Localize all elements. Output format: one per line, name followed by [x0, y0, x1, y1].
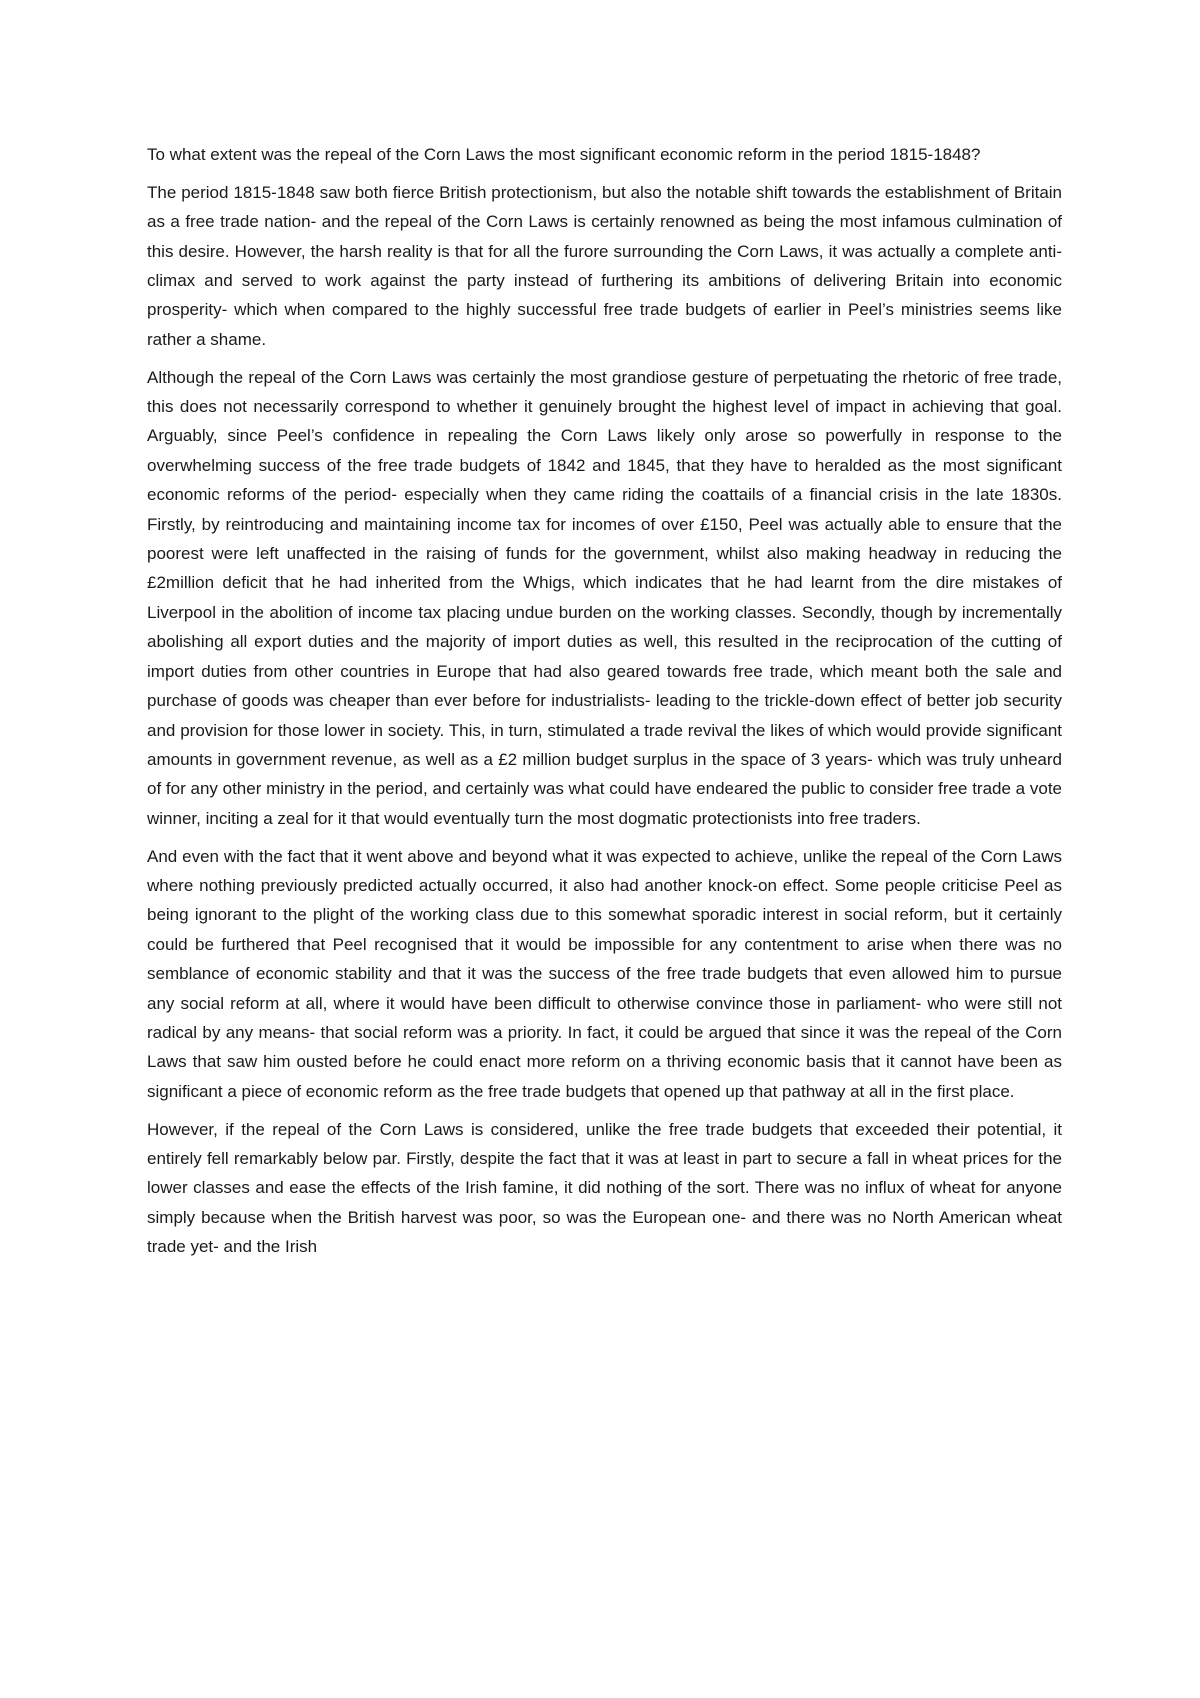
paragraph-free-trade-budgets: Although the repeal of the Corn Laws was certainly the most grandiose gesture of perpetuating the rhetoric of free trade, this does not necessarily correspond to whether it genuinely brought the highest level of impact in achieving that goal. Arguably, since Peel’s confidence in repealing the Corn Laws likely only arose so powerfully in response to the overwhelming success of the free trade budgets of 1842 and 1845, that they have to heralded as the most significant economic reforms of the period- especially when they came riding the coattails of a financial crisis in the late 1830s. Firstly, by reintroducing and maintaining income tax for incomes of over £150, Peel was actually able to ensure that the poorest were left unaffected in the raising of funds for the government, whilst also making headway in reducing the £2million deficit that he had inherited from the Whigs, which indicates that he had learnt from the dire mistakes of Liverpool in the abolition of income tax placing undue burden on the working classes. Secondly, though by incrementally abolishing all export duties and the majority of import duties as well, this resulted in the reciprocation of the cutting of import duties from other countries in Europe that had also geared towards free trade, which meant both the sale and purchase of goods was cheaper than ever before for industrialists- leading to the trickle-down effect of better job security and provision for those lower in society. This, in turn, stimulated a trade revival the likes of which would provide significant amounts in government revenue, as well as a £2 million budget surplus in the space of 3 years- which was truly unheard of for any other ministry in the period, and certainly was what could have endeared the public to consider free trade a vote winner, inciting a zeal for it that would eventually turn the most dogmatic protectionists into free traders. [147, 367, 1062, 828]
essay-title: To what extent was the repeal of the Corn Laws the most significant economic reform in the period 1815-1848? [147, 145, 981, 164]
paragraph-corn-laws-repeal: However, if the repeal of the Corn Laws is considered, unlike the free trade budgets that exceeded their potential, it entirely fell remarkably below par. Firstly, despite the fact that it was at least in part to secure a fall in wheat prices for the lower classes and ease the effects of the Irish famine, it did nothing of the sort. There was no influx of wheat for anyone simply because when the British harvest was poor, so was the European one- and there was no North American wheat trade yet- and the Irish [147, 1119, 1062, 1257]
paragraph-social-reform: And even with the fact that it went above and beyond what it was expected to achieve, unlike the repeal of the Corn Laws where nothing previously predicted actually occurred, it also had another knock-on effect. Some people criticise Peel as being ignorant to the plight of the working class due to this somewhat sporadic interest in social reform, but it certainly could be furthered that Peel recognised that it would be impossible for any contentment to arise when there was no semblance of economic stability and that it was the success of the free trade budgets that even allowed him to pursue any social reform at all, where it would have been difficult to otherwise convince those in parliament- who were still not radical by any means- that social reform was a priority. In fact, it could be argued that since it was the repeal of the Corn Laws that saw him ousted before he could enact more reform on a thriving economic basis that it cannot have been as significant a piece of economic reform as the free trade budgets that opened up that pathway at all in the first place. [147, 846, 1062, 1101]
paragraph-intro: The period 1815-1848 saw both fierce British protectionism, but also the notable shift towards the establishment of Britain as a free trade nation- and the repeal of the Corn Laws is certainly renowned as being the most infamous culmination of this desire. However, the harsh reality is that for all the furore surrounding the Corn Laws, it was actually a complete anti-climax and served to work against the party instead of furthering its ambitions of delivering Britain into economic prosperity- which when compared to the highly successful free trade budgets of earlier in Peel’s ministries seems like rather a shame. [147, 182, 1062, 349]
document-page [147, 140, 1062, 1270]
